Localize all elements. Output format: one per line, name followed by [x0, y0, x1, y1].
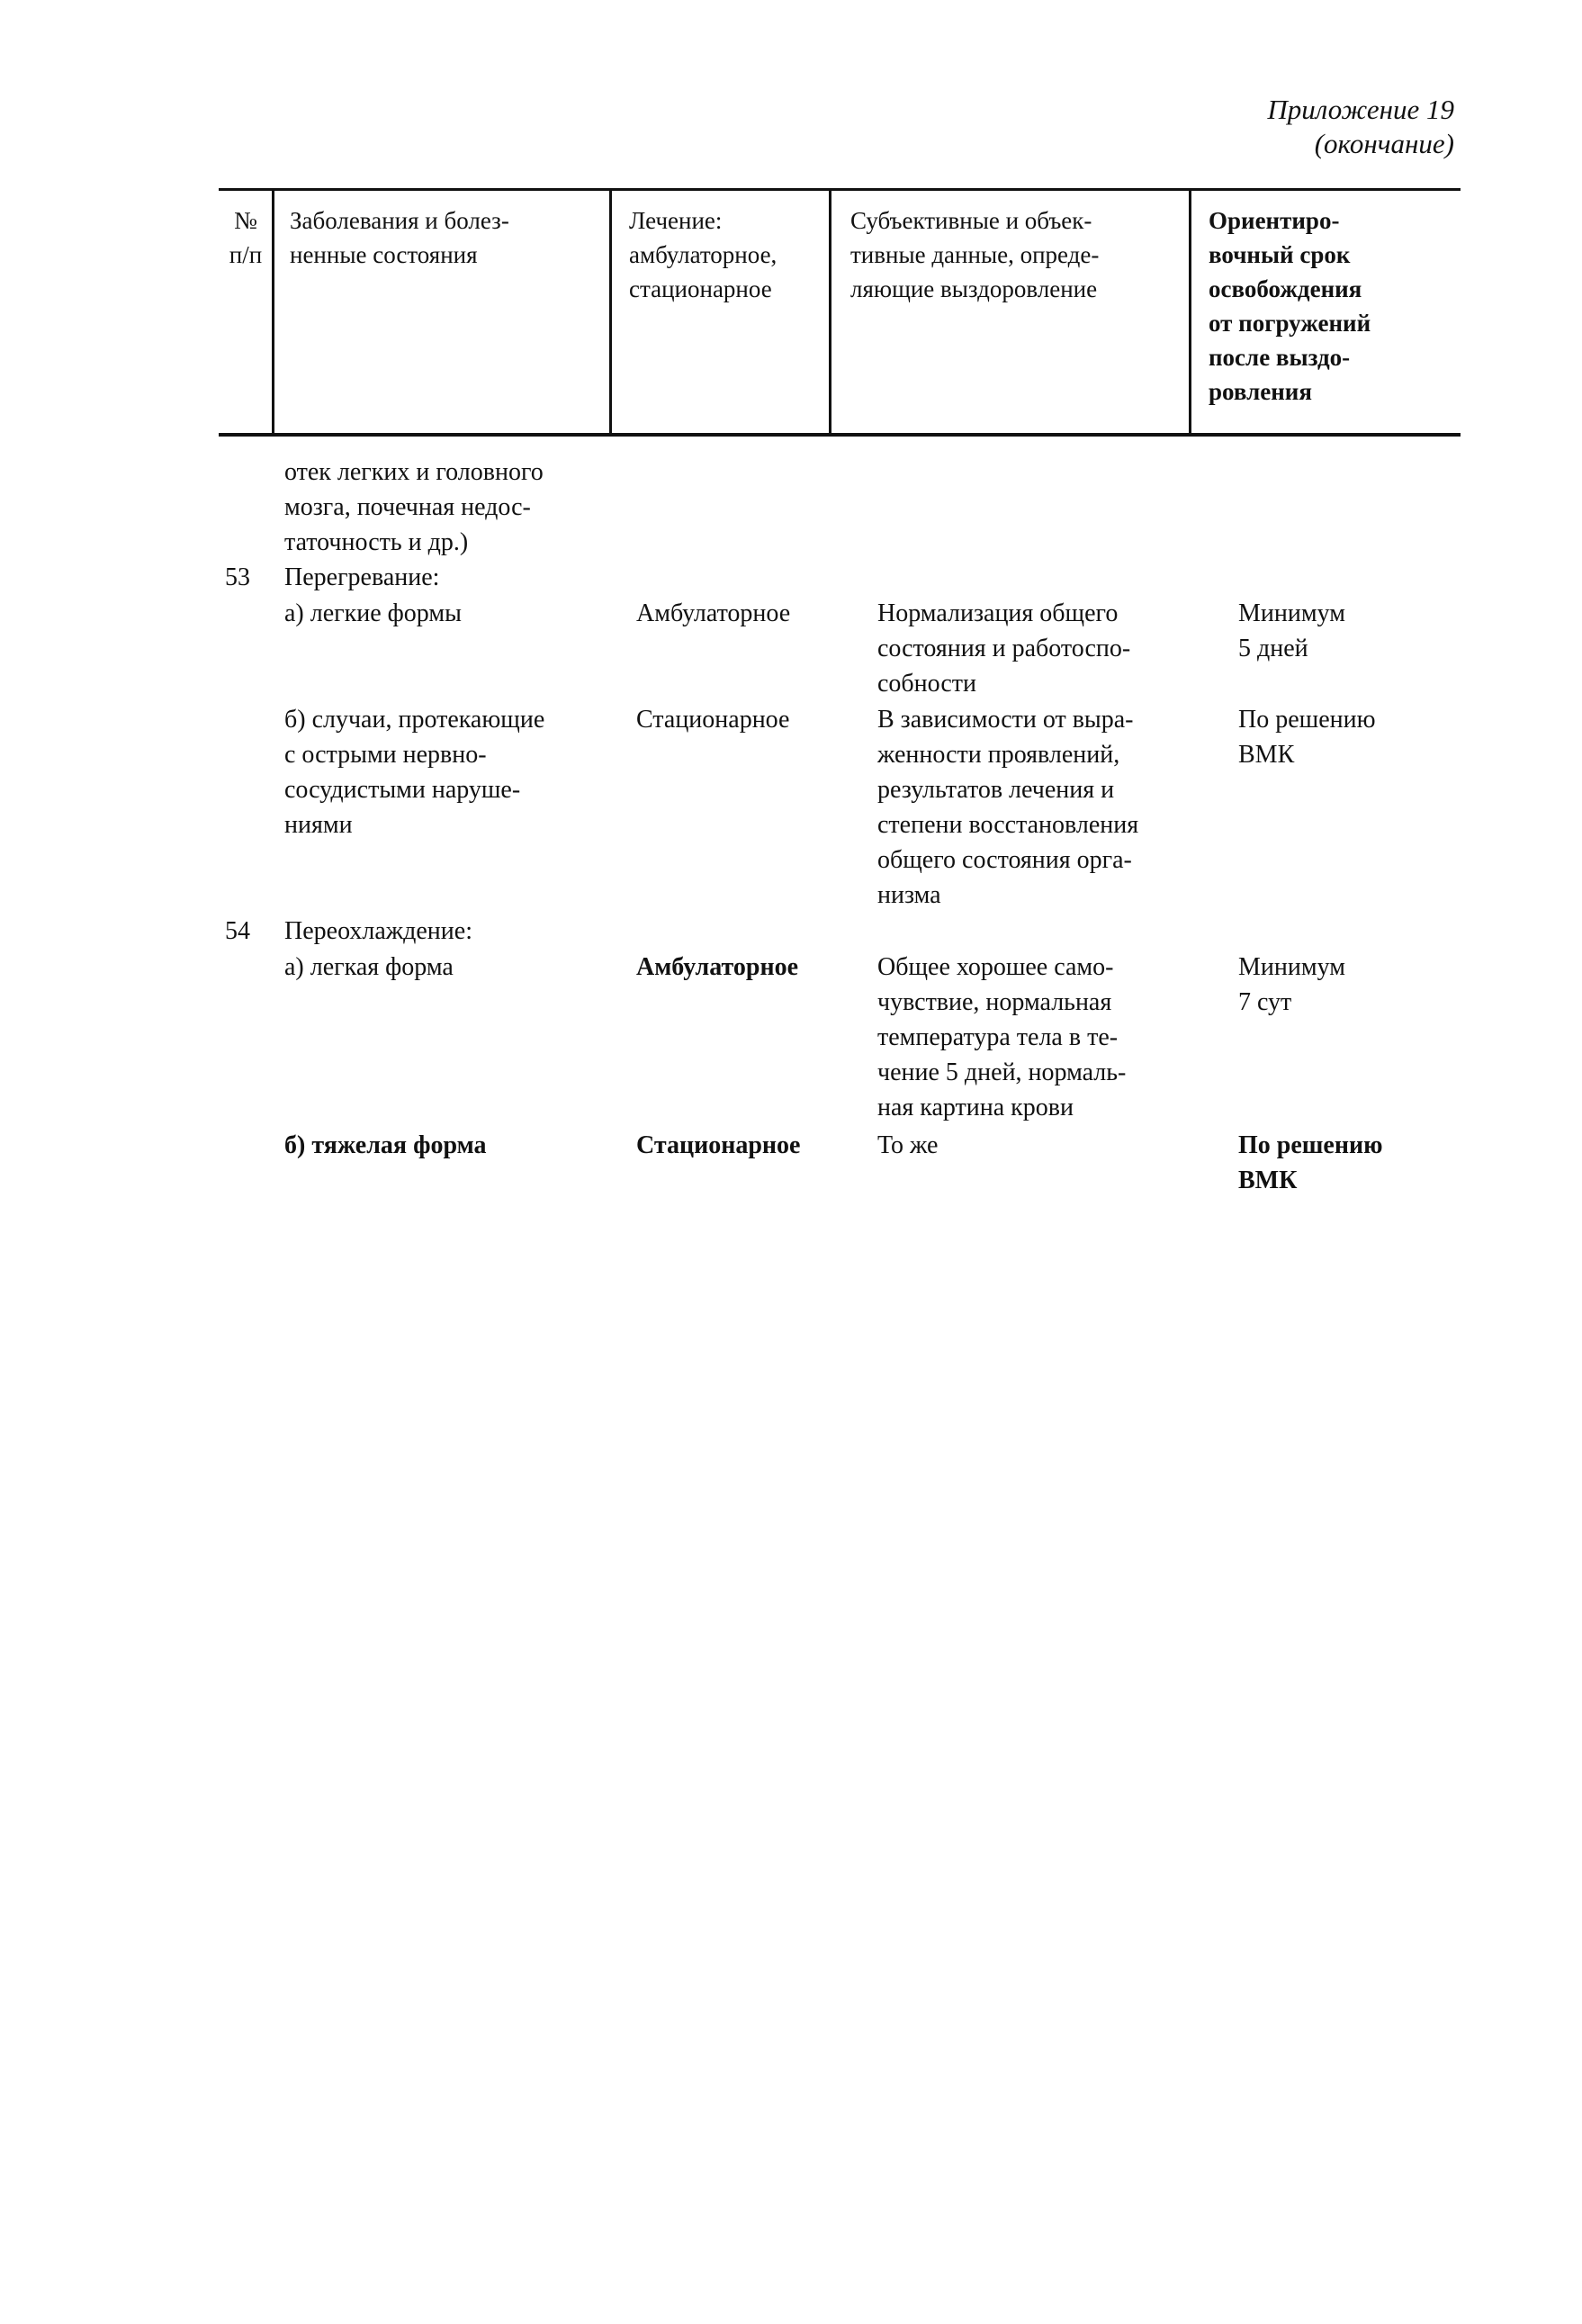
text-line: с острыми нервно- [284, 741, 487, 769]
text-line: Общее хорошее само- [877, 953, 1114, 981]
appendix-continuation: (окончание) [1314, 128, 1454, 159]
row-54-title: Переохлаждение: [284, 917, 472, 945]
header-line: после выздо- [1209, 344, 1351, 371]
row-53b-term [1238, 702, 1376, 772]
text-line: мозга, почечная недос- [284, 493, 531, 521]
header-line: стационарное [629, 275, 772, 302]
row-54a-disease: а) легкая форма [284, 953, 454, 981]
row-54a-term [1238, 950, 1345, 1020]
text-line: отек легких и головного [284, 458, 544, 486]
header-line: п/п [229, 241, 263, 268]
column-header-num [221, 203, 270, 272]
column-header-term [1209, 203, 1371, 409]
header-line: ненные состояния [290, 241, 478, 268]
column-divider [829, 190, 831, 435]
header-line: ровления [1209, 378, 1312, 405]
row-53b-disease [284, 702, 544, 842]
text-line: 5 дней [1238, 635, 1308, 662]
text-line: ная картина крови [877, 1094, 1074, 1121]
row-53-title: Перегревание: [284, 563, 440, 591]
column-header-criteria [850, 203, 1099, 306]
text-line: Минимум [1238, 953, 1345, 981]
row-53a-term [1238, 596, 1345, 666]
appendix-title: Приложение 19 [1267, 94, 1454, 125]
text-line: низма [877, 881, 941, 909]
table-header-bottom-rule [219, 433, 1461, 437]
text-line: таточность и др.) [284, 528, 469, 556]
text-line: ВМК [1238, 741, 1295, 769]
text-line: ВМК [1238, 1167, 1298, 1194]
text-line: сосудистыми наруше- [284, 776, 521, 804]
text-line: степени восстановления [877, 811, 1139, 839]
column-divider [609, 190, 612, 435]
row-54b-treatment: Стационарное [636, 1131, 801, 1159]
appendix-header [1267, 93, 1454, 161]
column-header-disease [290, 203, 509, 272]
row-54a-criteria [877, 950, 1126, 1125]
header-line: амбулаторное, [629, 241, 778, 268]
table-top-rule [219, 188, 1461, 191]
row-53b-treatment: Стационарное [636, 706, 790, 734]
text-line: женности проявлений, [877, 741, 1120, 769]
text-line: собности [877, 670, 977, 698]
column-header-treatment [629, 203, 777, 306]
text-line: чувствие, нормальная [877, 988, 1112, 1016]
header-line: от погружений [1209, 310, 1371, 337]
column-divider [1189, 190, 1191, 435]
header-line: Ориентиро- [1209, 207, 1340, 234]
row-53a-disease: а) легкие формы [284, 599, 462, 627]
text-line: результатов лечения и [877, 776, 1115, 804]
header-line: тивные данные, опреде- [850, 241, 1100, 268]
text-line: По решению [1238, 1131, 1383, 1159]
header-line: вочный срок [1209, 241, 1351, 268]
text-line: б) случаи, протекающие [284, 706, 545, 734]
text-line: общего состояния орга- [877, 846, 1132, 874]
row-53b-criteria [877, 702, 1138, 913]
header-line: Субъективные и объек- [850, 207, 1092, 234]
text-line: По решению [1238, 706, 1376, 734]
header-line: Лечение: [629, 207, 723, 234]
text-line: состояния и работоспо- [877, 635, 1131, 662]
text-line: В зависимости от выра- [877, 706, 1134, 734]
text-line: чение 5 дней, нормаль- [877, 1058, 1127, 1086]
row-53a-criteria [877, 596, 1130, 701]
text-line: Нормализация общего [877, 599, 1119, 627]
text-line: Минимум [1238, 599, 1345, 627]
row-54a-treatment: Амбулаторное [636, 953, 799, 981]
column-divider [272, 190, 274, 435]
text-line: температура тела в те- [877, 1023, 1119, 1051]
text-line: 7 сут [1238, 988, 1292, 1016]
row-53-number: 53 [225, 563, 250, 591]
row-54b-criteria: То же [877, 1131, 939, 1159]
row-54-number: 54 [225, 917, 250, 945]
row-54b-disease: б) тяжелая форма [284, 1131, 487, 1159]
text-line: ниями [284, 811, 353, 839]
header-line: № [234, 207, 257, 234]
header-line: ляющие выздоровление [850, 275, 1098, 302]
header-line: Заболевания и болез- [290, 207, 509, 234]
header-line: освобождения [1209, 275, 1362, 302]
continued-disease-text [284, 455, 544, 560]
row-53a-treatment: Амбулаторное [636, 599, 791, 627]
row-54b-term [1238, 1128, 1383, 1198]
